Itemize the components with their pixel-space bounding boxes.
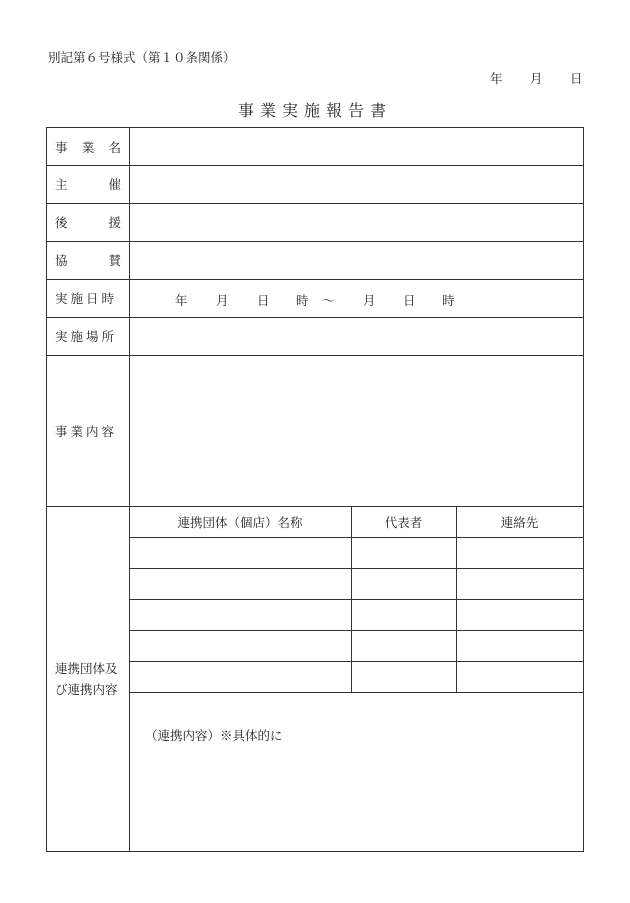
partners-label: 連携団体及 び連携内容 <box>55 661 118 697</box>
start-hour: 時 <box>296 293 309 308</box>
table-row <box>129 661 583 662</box>
table-row <box>129 568 583 569</box>
column-header-partner-name: 連携団体（個店）名称 <box>177 514 303 530</box>
content-label: 事業内容 <box>55 423 118 439</box>
table-row <box>129 599 583 600</box>
end-month: 月 <box>363 293 376 308</box>
form-identifier: 別記第６号様式（第１０条関係） <box>48 50 236 65</box>
date-year: 年 <box>490 71 503 86</box>
end-hour: 時 <box>442 293 455 308</box>
report-table <box>46 127 584 852</box>
table-row <box>129 630 583 631</box>
range-tilde: 〜 <box>322 293 335 308</box>
support-label: 後 援 <box>55 215 121 230</box>
datetime-label: 実施日時 <box>55 291 118 306</box>
date-month: 月 <box>530 71 543 86</box>
partners-table <box>129 506 583 723</box>
date-day: 日 <box>570 71 583 86</box>
partnership-details-note: （連携内容）※具体的に <box>145 728 283 743</box>
page-title: 事業実施報告書 <box>237 101 392 120</box>
venue-label: 実施場所 <box>55 329 118 344</box>
sponsor-label: 協 賛 <box>55 253 121 268</box>
event-name-label: 事 業 名 <box>55 139 121 155</box>
table-row <box>129 537 583 538</box>
label-column-divider <box>129 128 130 851</box>
table-row <box>129 692 583 693</box>
start-year: 年 <box>175 293 188 308</box>
start-month: 月 <box>216 293 229 308</box>
column-header-contact: 連絡先 <box>500 514 539 530</box>
start-day: 日 <box>257 293 270 308</box>
column-header-representative: 代表者 <box>384 514 423 530</box>
end-day: 日 <box>403 293 416 308</box>
organizer-label: 主 催 <box>55 177 121 192</box>
